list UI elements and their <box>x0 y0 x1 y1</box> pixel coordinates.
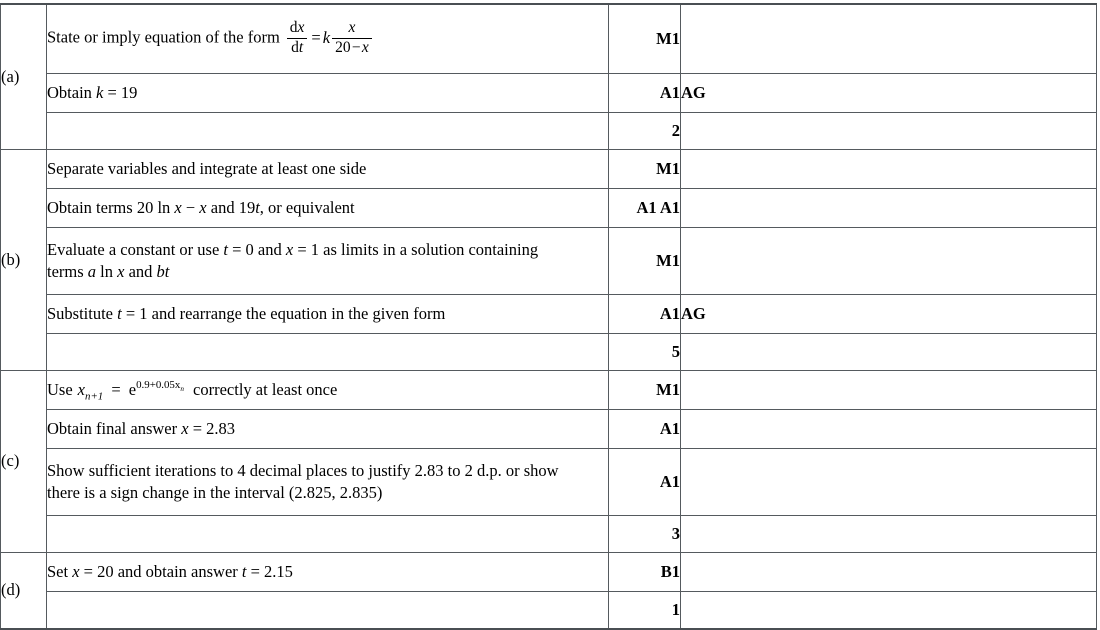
part-label-c-text: (c) <box>1 451 20 471</box>
notes-cell-b1 <box>681 150 1097 189</box>
minus-sign: − <box>185 197 196 217</box>
solution-cell-a1 <box>47 4 609 74</box>
notes-cell-a1 <box>681 4 1097 74</box>
part-label-a-text: (a) <box>1 66 20 86</box>
table-row <box>1 516 1097 553</box>
solution-text-a1: State or imply equation of the form <box>47 27 280 47</box>
exponent-subscript: n <box>180 385 184 394</box>
marks-cell-b2: A1 A1 <box>609 189 681 228</box>
mark-scheme-table <box>0 3 1097 630</box>
solution-cell-b2 <box>47 189 609 228</box>
b3-l2b: ln <box>100 262 114 281</box>
notes-cell-a2: AG <box>681 74 1097 113</box>
notes-cell-c3 <box>681 449 1097 516</box>
solution-text-b2-d: , or equivalent <box>259 197 355 217</box>
b3-l1c: = 1 as limits in a solution containing <box>297 239 539 259</box>
constant-k: k <box>322 27 331 47</box>
marks-cell-a2: A1 <box>609 74 681 113</box>
table-row <box>1 113 1097 150</box>
solution-cell-d1 <box>47 553 609 592</box>
variable-x: x <box>174 197 182 217</box>
solution-cell-c1 <box>47 371 609 410</box>
notes-cell-c-total <box>681 516 1097 553</box>
part-label-a <box>1 4 47 150</box>
solution-text-c2-a: Obtain final answer <box>47 418 178 438</box>
exponential-base: e <box>128 379 137 399</box>
solution-text-c2-b: = 2.83 <box>192 418 236 438</box>
solution-cell-b3 <box>47 228 609 295</box>
solution-cell-b-total <box>47 334 609 371</box>
equals-sign: = <box>311 27 321 47</box>
solution-text-c1-prefix: Use <box>47 379 73 399</box>
solution-text-d1-b: = 20 and obtain answer <box>83 561 238 581</box>
table-row <box>1 553 1097 592</box>
part-label-d-text: (d) <box>1 580 21 600</box>
b3-l2a: terms <box>47 262 84 281</box>
b3-l1a: Evaluate a constant or use <box>47 239 220 259</box>
notes-cell-b2 <box>681 189 1097 228</box>
marks-cell-b3: M1 <box>609 228 681 295</box>
variable-x-c2: x <box>181 418 189 438</box>
marks-cell-a1: M1 <box>609 4 681 74</box>
solution-cell-a2 <box>47 74 609 113</box>
table-row <box>1 228 1097 295</box>
table-row <box>1 189 1097 228</box>
notes-cell-b3 <box>681 228 1097 295</box>
table-row <box>1 449 1097 516</box>
b3-l1b: = 0 and <box>232 239 282 259</box>
solution-cell-d-total <box>47 592 609 630</box>
iteration-subscript: n+1 <box>85 390 104 403</box>
table-row <box>1 592 1097 630</box>
exponential-exponent <box>136 379 184 394</box>
marks-total-d: 1 <box>609 592 681 630</box>
equation-dxdt <box>285 19 374 56</box>
marks-total-a: 2 <box>609 113 681 150</box>
solution-cell-a-total <box>47 113 609 150</box>
part-label-b-text: (b) <box>1 249 21 269</box>
iteration-variable: x <box>77 379 85 399</box>
solution-cell-c-total <box>47 516 609 553</box>
solution-text-b2-a: Obtain terms 20 ln <box>47 197 171 217</box>
solution-text-b2-c: and 19 <box>210 197 256 217</box>
solution-text-d1-c: = 2.15 <box>250 561 293 581</box>
solution-text-c3-line1: Show sufficient iterations to 4 decimal places to justify 2.83 to 2 d.p. or show <box>47 460 559 480</box>
table-row <box>1 334 1097 371</box>
fraction-denominator: 20 − x <box>335 38 369 56</box>
term-bt: bt <box>156 262 170 281</box>
constant-a: a <box>87 262 97 281</box>
marks-cell-d1: B1 <box>609 553 681 592</box>
variable-x-2: x <box>199 197 207 217</box>
iteration-formula <box>77 379 184 403</box>
table-row <box>1 295 1097 334</box>
marks-total-b: 5 <box>609 334 681 371</box>
variable-x-b3: x <box>285 239 294 259</box>
notes-cell-b4: AG <box>681 295 1097 334</box>
variable-t-d1: t <box>241 561 247 581</box>
marks-cell-b4: A1 <box>609 295 681 334</box>
marks-cell-c3: A1 <box>609 449 681 516</box>
table-row <box>1 150 1097 189</box>
variable-x-b3b: x <box>117 262 125 281</box>
table-row <box>1 410 1097 449</box>
solution-cell-b4 <box>47 295 609 334</box>
notes-cell-d1 <box>681 553 1097 592</box>
part-label-b <box>1 150 47 371</box>
solution-text-a2-value: = 19 <box>107 82 138 102</box>
marks-cell-c1: M1 <box>609 371 681 410</box>
solution-cell-b1: Separate variables and integrate at least one side <box>47 150 609 189</box>
solution-text-b3-line2 <box>47 262 169 281</box>
fraction-x-over-20-minus-x <box>332 20 372 56</box>
solution-text-b4-b: = 1 and rearrange the equation in the given form <box>125 303 446 323</box>
variable-t: t <box>255 197 260 217</box>
part-label-d <box>1 553 47 630</box>
part-label-c <box>1 371 47 553</box>
exponent-text: 0.9+0.05x <box>136 379 181 392</box>
solution-text-b3-line1 <box>47 240 538 259</box>
solution-text-c1-suffix: correctly at least once <box>193 379 338 399</box>
fraction-dxdt: $\frac{dx}{dt}$ <box>287 20 308 56</box>
notes-cell-c2 <box>681 410 1097 449</box>
variable-x-d1: x <box>72 561 80 581</box>
marks-total-c: 3 <box>609 516 681 553</box>
notes-cell-b-total <box>681 334 1097 371</box>
table-row <box>1 4 1097 74</box>
fraction-numerator: x <box>332 20 372 38</box>
variable-k: k <box>96 82 104 102</box>
iteration-equals: = <box>111 379 121 399</box>
solution-text-b4-a: Substitute <box>47 303 114 323</box>
notes-cell-d-total <box>681 592 1097 630</box>
b3-l2c: and <box>128 262 153 281</box>
marks-cell-b1: M1 <box>609 150 681 189</box>
notes-cell-a-total <box>681 113 1097 150</box>
solution-cell-c3 <box>47 449 609 516</box>
table-row <box>1 371 1097 410</box>
notes-cell-c1 <box>681 371 1097 410</box>
solution-cell-c2 <box>47 410 609 449</box>
variable-t-b3: t <box>223 239 228 259</box>
solution-text-c3-line2: there is a sign change in the interval (2.825, 2.835) <box>47 483 383 502</box>
marks-cell-c2: A1 <box>609 410 681 449</box>
solution-text-a2-prefix: Obtain <box>47 82 92 102</box>
solution-text-d1-a: Set <box>47 561 69 581</box>
variable-t-b4: t <box>117 303 122 323</box>
table-row <box>1 74 1097 113</box>
